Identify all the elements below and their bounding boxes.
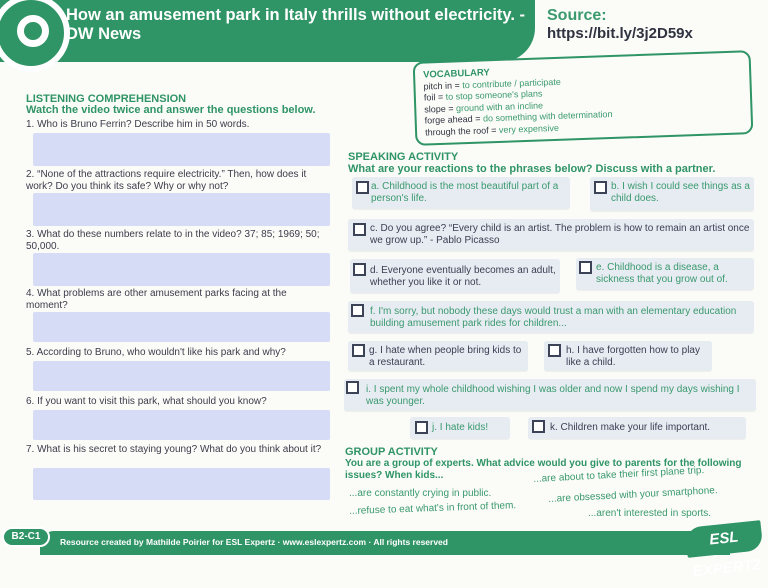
vocab-item: pitch in = to contribute / participate	[423, 76, 561, 92]
level-badge: B2-C1	[2, 527, 50, 547]
statement-a: a. Childhood is the most beautiful part of a person's life.	[371, 181, 559, 204]
group-prompt: ...are obsessed with your smartphone.	[548, 485, 718, 505]
statement-g: g. I hate when people bring kids to a restaurant.	[369, 345, 522, 368]
speaking-instruction: What are your reactions to the phrases below? Discuss with a partner.	[348, 163, 716, 175]
group-prompt: ...are constantly crying in public.	[349, 488, 492, 499]
vocab-item: through the roof = very expensive	[424, 122, 560, 138]
checkbox-i[interactable]	[346, 381, 359, 394]
statement-h: h. I have forgotten how to play like a child.	[566, 345, 700, 368]
statement-f: f. I'm sorry, but nobody these days would trust a man with an elementary education building amusement park rides for children...	[370, 306, 737, 329]
group-prompt: ...refuse to eat what's in front of them.	[349, 500, 517, 517]
answer-box-6[interactable]	[33, 410, 330, 440]
answer-box-4[interactable]	[33, 312, 330, 342]
vocab-item: foil = to stop someone's plans	[423, 88, 543, 103]
statement-c: c. Do you agree? “Every child is an artist. The problem is how to remain an artist once we grow up.” - Pablo Picasso	[370, 223, 750, 246]
question-2: 2. “None of the attractions require electricity.” Then, how does it work? Do you think its safe? Why or why not?	[26, 169, 307, 192]
source-link[interactable]: https://bit.ly/3j2D59x	[547, 25, 693, 42]
statement-d: d. Everyone eventually becomes an adult, whether you like it or not.	[370, 265, 556, 288]
question-7: 7. What is his secret to staying young? What do you think about it?	[26, 444, 322, 455]
question-6: 6. If you want to visit this park, what should you know?	[26, 396, 267, 407]
checkbox-k[interactable]	[532, 420, 545, 433]
listening-instruction: Watch the video twice and answer the questions below.	[26, 104, 316, 116]
statement-k: k. Children make your life important.	[550, 422, 711, 433]
answer-box-2[interactable]	[33, 193, 330, 226]
source-label: Source:	[547, 7, 607, 24]
footer-credit: Resource created by Mathilde Poirier for ESL Expertz · www.eslexpertz.com · All rights reserved	[60, 537, 448, 547]
answer-box-5[interactable]	[33, 361, 330, 391]
vocab-item: forge ahead = do something with determination	[424, 108, 613, 126]
checkbox-e[interactable]	[579, 261, 592, 274]
group-instruction: You are a group of experts. What advice would you give to parents for the following issues? When kids...	[345, 458, 742, 481]
answer-box-7[interactable]	[33, 468, 330, 500]
group-title: GROUP ACTIVITY	[345, 446, 438, 458]
checkbox-h[interactable]	[548, 344, 561, 357]
statement-i: i. I spent my whole childhood wishing I was older and now I spend my days wishing I was younger.	[366, 384, 740, 407]
speaking-title: SPEAKING ACTIVITY	[348, 151, 459, 163]
vocabulary-box	[413, 50, 754, 146]
question-3: 3. What do these numbers relate to in the video? 37; 85; 1969; 50; 50,000.	[26, 229, 320, 252]
group-prompt: ...aren't interested in sports.	[588, 508, 712, 519]
logo-core	[24, 22, 42, 40]
answer-box-3[interactable]	[33, 253, 330, 286]
answer-box-1[interactable]	[33, 133, 330, 166]
question-1: 1. Who is Bruno Ferrin? Describe him in 50 words.	[26, 119, 250, 130]
statement-j: j. I hate kids!	[432, 422, 489, 433]
checkbox-c[interactable]	[353, 223, 366, 236]
question-4: 4. What problems are other amusement parks facing at the moment?	[26, 288, 287, 311]
checkbox-a[interactable]	[356, 181, 369, 194]
vocabulary-title: VOCABULARY	[422, 67, 490, 81]
checkbox-j[interactable]	[415, 421, 428, 434]
vocab-item: slope = ground with an incline	[424, 99, 544, 115]
checkbox-g[interactable]	[352, 344, 365, 357]
statement-e: e. Childhood is a disease, a sickness that you grow out of.	[596, 262, 728, 285]
brand-logo: ESL EXPERTZ	[685, 520, 764, 558]
checkbox-d[interactable]	[353, 263, 366, 276]
worksheet-title: How an amusement park in Italy thrills without electricity. - DW News	[66, 6, 526, 43]
checkbox-f[interactable]	[351, 304, 364, 317]
checkbox-b[interactable]	[594, 181, 607, 194]
question-5: 5. According to Bruno, who wouldn't like his park and why?	[26, 347, 286, 358]
listening-title: LISTENING COMPREHENSION	[26, 93, 187, 105]
group-prompt: ...are about to take their first plane trip.	[533, 465, 705, 485]
statement-b: b. I wish I could see things as a child does.	[611, 181, 750, 204]
